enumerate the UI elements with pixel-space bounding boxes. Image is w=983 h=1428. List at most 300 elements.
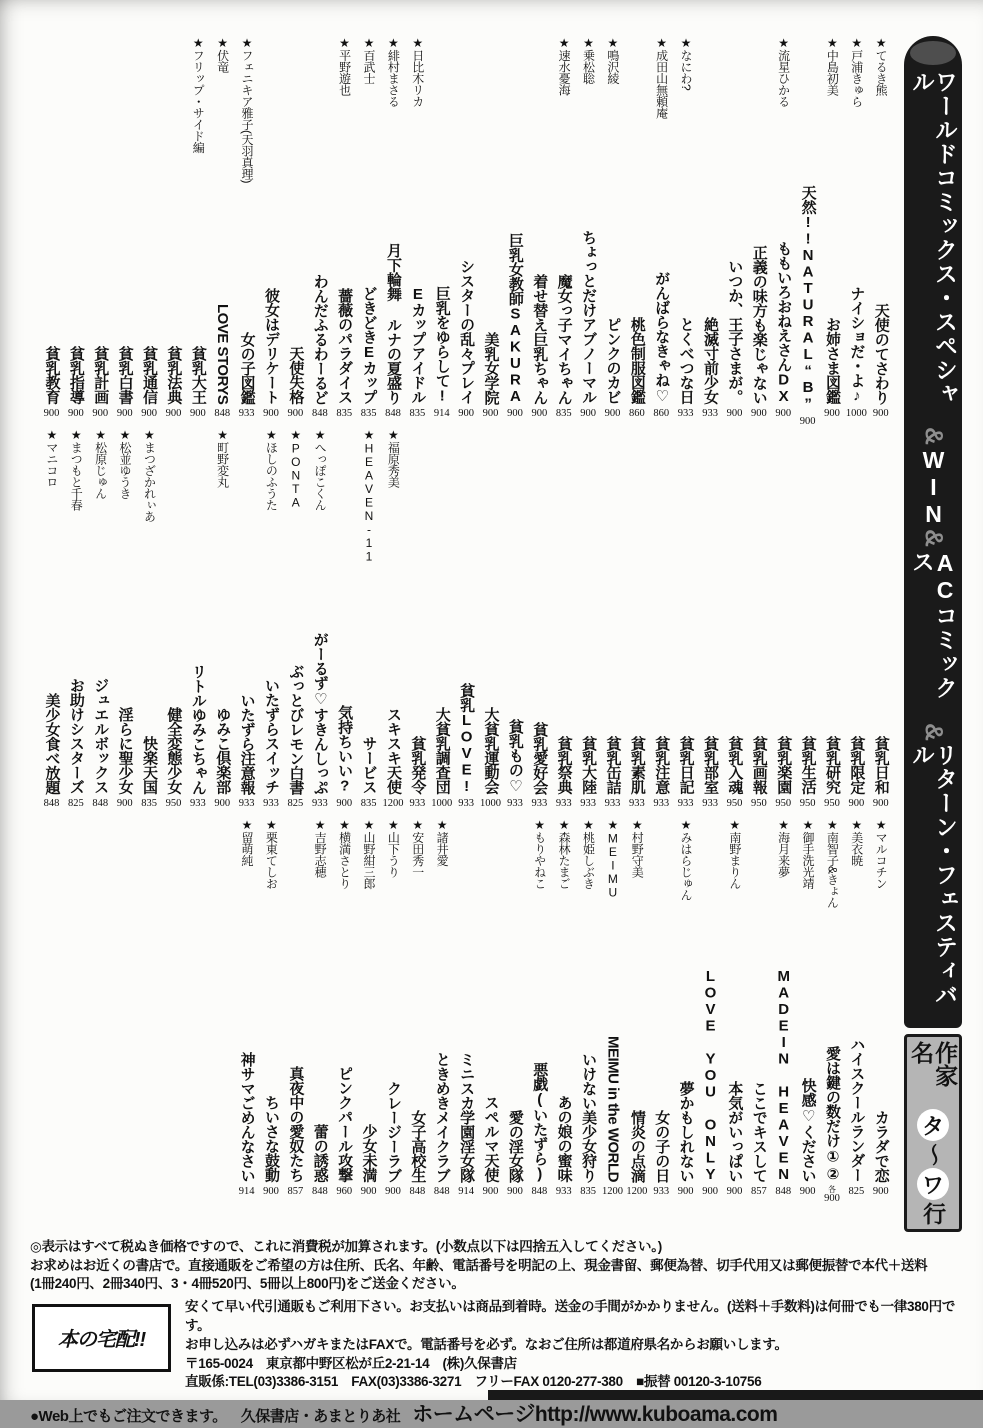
catalog-entry xyxy=(552,36,576,562)
title-slot xyxy=(848,592,864,794)
title-slot xyxy=(605,592,621,794)
catalog-entry xyxy=(869,592,893,942)
title-slot xyxy=(727,592,743,794)
book-title: 薔薇のパラダイス xyxy=(336,288,354,404)
book-title: 貧乳法典 xyxy=(165,346,183,404)
book-title: 彼女はデリケート xyxy=(262,288,280,404)
title-slot xyxy=(727,208,743,404)
catalog-entry xyxy=(430,36,454,562)
book-title: ジュエルボックス xyxy=(92,678,110,794)
author-name: ★へっぽこくん xyxy=(313,428,328,511)
author-name: ★まつもと千春 xyxy=(69,428,84,511)
catalog-entry xyxy=(649,36,673,562)
book-title: 貧乳楽園 xyxy=(775,736,793,794)
catalog-entry xyxy=(405,36,429,562)
notice-line: (1冊240円、2冊340円、3・4冊520円、5冊以上800円)をご送金ください。 xyxy=(30,1276,465,1292)
catalog-entry xyxy=(405,592,429,942)
author-slot-bottom xyxy=(118,428,131,562)
catalog-entry xyxy=(527,592,551,942)
book-title: 愛は鍵の数だけ①② xyxy=(823,1045,841,1182)
author-slot-bottom xyxy=(387,818,400,942)
circled-kana: ワ xyxy=(917,1168,949,1200)
book-title: いつか、王子さまが。 xyxy=(726,259,744,404)
author-name: ★日比木リカ xyxy=(410,36,425,107)
book-title: いけない美少女狩り xyxy=(580,1051,598,1182)
book-title: 気持ちいい? xyxy=(336,705,354,794)
catalog-entry xyxy=(259,988,283,1206)
catalog-entry xyxy=(454,988,478,1206)
catalog-entry xyxy=(527,36,551,562)
author-slot-bottom xyxy=(631,818,644,942)
book-title: お助けシスターズ xyxy=(67,678,85,794)
catalog-entry xyxy=(552,592,576,942)
book-price: 900 xyxy=(677,1186,694,1197)
book-price: 900 xyxy=(848,798,865,809)
book-title: 貧乳通信 xyxy=(141,346,159,404)
book-price: 900 xyxy=(482,408,499,419)
book-price: 1000 xyxy=(480,798,502,809)
author-slot-top xyxy=(826,36,839,208)
catalog-entry xyxy=(771,36,795,562)
book-title: 絶滅寸前少女 xyxy=(702,317,720,404)
title-slot xyxy=(312,592,328,794)
catalog-entry xyxy=(332,36,356,562)
catalog-entry xyxy=(210,592,234,942)
catalog-entry xyxy=(820,592,844,942)
publisher-name: 久保書店・あまとりあ社 xyxy=(240,1408,401,1426)
title-slot xyxy=(166,592,182,794)
title-slot xyxy=(653,592,669,794)
book-price: 950 xyxy=(165,798,182,809)
book-price: 900 xyxy=(824,408,840,419)
catalog-entry xyxy=(234,988,258,1206)
catalog-entry xyxy=(747,592,771,942)
delivery-box: 本の宅配!! xyxy=(32,1304,171,1372)
title-slot xyxy=(385,208,401,404)
title-slot xyxy=(580,988,596,1182)
catalog-entry xyxy=(795,36,819,562)
catalog-entry xyxy=(503,988,527,1206)
book-title: Eカップアイドル xyxy=(409,286,427,404)
book-title: カラダで恋 xyxy=(872,1109,890,1182)
book-price: 835 xyxy=(336,408,353,419)
author-name: ★美衣暁 xyxy=(849,818,864,866)
catalog-entry xyxy=(673,36,697,562)
book-title: MADEIN HEAVEN xyxy=(775,967,793,1182)
book-price: 900 xyxy=(263,1186,279,1197)
delivery-line: お申し込みは必ずハガキまたはFAXで。電話番号を必ず。なおご住所は都道府県名からお願いします。 xyxy=(185,1336,788,1352)
book-title: ピンクのカビ xyxy=(604,317,622,404)
ampersand-separator: & xyxy=(919,427,948,447)
title-slot xyxy=(653,208,669,404)
book-price: 825 xyxy=(848,1186,865,1197)
book-title: スペルマ天使 xyxy=(482,1095,500,1182)
author-slot-bottom xyxy=(435,818,448,942)
book-price: 1000 xyxy=(845,408,867,419)
catalog-entry xyxy=(844,592,868,942)
book-price: 900 xyxy=(799,1186,816,1197)
book-title: 月下輪舞 ルナの夏盛り xyxy=(384,242,402,404)
ampersand-separator: & xyxy=(919,529,948,549)
catalog-entry xyxy=(186,592,210,942)
range-text: 行 xyxy=(920,1202,947,1225)
book-price: 900 xyxy=(604,408,621,419)
book-title: 天使のてさわり xyxy=(872,302,890,404)
title-slot xyxy=(873,208,889,404)
book-title: 健全変態少女 xyxy=(165,707,183,794)
book-price: 900 xyxy=(116,798,133,809)
book-title: 正義の味方も楽じゃない xyxy=(750,244,768,404)
catalog-entry xyxy=(478,592,502,942)
author-name: ★安田秀一 xyxy=(410,818,425,878)
book-price: 1200 xyxy=(382,798,404,809)
title-slot xyxy=(458,592,474,794)
catalog-entry xyxy=(527,988,551,1206)
author-slot-bottom xyxy=(411,818,424,942)
catalog-entry xyxy=(552,988,576,1206)
title-slot xyxy=(727,988,743,1182)
book-price: 914 xyxy=(238,1186,255,1197)
title-slot xyxy=(775,592,791,794)
catalog-entry xyxy=(625,36,649,562)
delivery-section xyxy=(30,1298,957,1392)
title-slot xyxy=(848,988,864,1182)
book-price: 900 xyxy=(726,408,743,419)
book-price: 900 xyxy=(189,408,206,419)
delivery-line: 安くて早い代引通販もご利用下さい。お支払いは商品到着時。送金の手間がかかりません。(送料＋手数料)は何冊でも一律380円です。 xyxy=(185,1298,956,1333)
catalog-entry xyxy=(332,988,356,1206)
title-slot xyxy=(702,592,718,794)
ampersand-separator: & xyxy=(919,722,948,742)
title-slot xyxy=(678,208,694,404)
author-name: ★栗東てしお xyxy=(264,818,279,889)
book-title: 大貧乳調査団 xyxy=(433,707,451,794)
title-slot xyxy=(434,208,450,404)
book-title: ももいろおねえさんDX xyxy=(775,240,793,404)
title-slot xyxy=(190,208,206,404)
catalog-entry xyxy=(649,592,673,942)
catalog-entry xyxy=(698,967,722,1206)
author-name: ★みはらじゅん xyxy=(679,818,694,901)
catalog-entry xyxy=(795,988,819,1206)
author-name: ★福原秀美 xyxy=(386,428,401,488)
catalog-entry xyxy=(600,36,624,562)
catalog-entry xyxy=(381,592,405,942)
book-price: 900 xyxy=(263,408,279,419)
author-name: ★村野守美 xyxy=(630,818,645,878)
catalog-entry xyxy=(576,988,600,1206)
author-slot-bottom xyxy=(313,818,326,942)
title-slot xyxy=(68,208,84,404)
banner-author-range xyxy=(904,1034,962,1232)
catalog-entry xyxy=(88,592,112,942)
title-slot xyxy=(458,988,474,1182)
book-title: がんばらなきゃね♡ xyxy=(653,270,671,404)
title-slot xyxy=(824,988,840,1182)
title-slot xyxy=(434,988,450,1182)
catalog-entry xyxy=(161,592,185,942)
book-title: 巨乳女教師SAKURA xyxy=(506,232,524,404)
catalog-entry xyxy=(600,988,624,1206)
catalog-entry xyxy=(64,36,88,562)
author-name: ★乗松聡 xyxy=(581,36,596,84)
author-slot-bottom xyxy=(874,818,887,942)
title-slot xyxy=(239,592,255,794)
author-slot-top xyxy=(216,36,229,208)
book-price: 900 xyxy=(287,408,304,419)
book-title: わんだふるわーるど xyxy=(311,273,329,404)
book-price: 933 xyxy=(677,408,694,419)
book-price: 900 xyxy=(726,1186,743,1197)
catalog-entry xyxy=(64,592,88,942)
book-title: 貧乳大陸 xyxy=(580,736,598,794)
title-slot xyxy=(873,988,889,1182)
author-slot-bottom xyxy=(826,818,839,942)
book-title: 貧乳日記 xyxy=(677,736,695,794)
author-name: ★鳴沢綾 xyxy=(605,36,620,84)
book-title: ナイショだ・よ♪ xyxy=(848,286,866,404)
author-name: ★速水憂海 xyxy=(557,36,572,96)
title-slot xyxy=(141,208,157,404)
book-title: 貧乳画報 xyxy=(750,736,768,794)
catalog-entry xyxy=(161,36,185,562)
catalog-entry xyxy=(698,36,722,562)
catalog-entry xyxy=(210,36,234,562)
book-title: 女の子図鑑 xyxy=(238,331,256,404)
author-name: ★流星ひかる xyxy=(776,36,791,107)
title-slot xyxy=(214,592,230,794)
title-slot xyxy=(409,988,425,1182)
title-slot xyxy=(580,208,596,404)
author-slot-bottom xyxy=(265,818,278,942)
title-slot xyxy=(239,988,255,1182)
catalog-entry xyxy=(332,592,356,942)
author-name: ★ほしのふうた xyxy=(264,428,279,511)
title-slot xyxy=(361,988,377,1182)
book-title: MEIMU in the WORLD xyxy=(604,1036,622,1182)
book-price: 933 xyxy=(458,798,475,809)
title-slot xyxy=(287,208,303,404)
book-title: いたずらスイッチ xyxy=(262,678,280,794)
book-title: 淫らに聖少女 xyxy=(116,707,134,794)
title-slot xyxy=(653,988,669,1182)
catalog-entry xyxy=(649,988,673,1206)
author-name: ★諸井愛 xyxy=(435,818,450,866)
book-price: 900 xyxy=(750,408,767,419)
book-title: 貧乳教育 xyxy=(43,346,61,404)
title-slot xyxy=(336,592,352,794)
side-banner xyxy=(904,36,962,1232)
author-name: ★百武士 xyxy=(361,36,376,84)
book-price: 900 xyxy=(385,1186,401,1197)
title-slot xyxy=(68,592,84,794)
book-title: クレージーラブ xyxy=(384,1080,402,1182)
author-slot-bottom xyxy=(606,818,619,942)
title-slot xyxy=(263,208,279,404)
book-price: 933 xyxy=(189,798,206,809)
book-title: 真夜中の愛奴たち xyxy=(287,1066,305,1182)
book-price: 933 xyxy=(702,408,718,419)
book-price: 933 xyxy=(507,798,523,809)
catalog-entry xyxy=(430,592,454,942)
banner-text-segment: ワールドコミックス・スペシャル xyxy=(909,70,958,406)
book-title: 快感♡ください xyxy=(799,1077,817,1182)
book-title: スキスキ天使 xyxy=(384,707,402,794)
book-title: 貧乳日和 xyxy=(872,736,890,794)
book-title: どきどきEカップ xyxy=(360,286,378,404)
title-slot xyxy=(458,208,474,404)
author-name: ★緋村まさる xyxy=(386,36,401,107)
book-title: がーるず♡すきんしっぷ xyxy=(311,631,329,794)
book-price: 各 900 xyxy=(824,1185,840,1205)
title-slot xyxy=(44,592,60,794)
catalog-entry xyxy=(771,967,795,1206)
title-slot xyxy=(531,988,547,1182)
author-slot-bottom xyxy=(362,428,375,562)
book-price: 848 xyxy=(214,408,231,419)
catalog-entry xyxy=(234,36,258,562)
title-band-top xyxy=(6,36,893,562)
book-title: 神サマごめんなさい xyxy=(238,1051,256,1182)
title-band-bottom xyxy=(6,967,893,1206)
author-slot-top xyxy=(777,36,790,208)
author-name: ★中島初美 xyxy=(825,36,840,96)
catalog-entry xyxy=(722,36,746,562)
author-name: ★なにわ? xyxy=(679,36,694,91)
title-slot xyxy=(287,592,303,794)
title-slot xyxy=(214,208,230,404)
author-name: ★PONTA xyxy=(288,428,303,509)
author-slot-bottom xyxy=(679,818,692,942)
catalog-entry xyxy=(625,988,649,1206)
author-name: ★南野まりん xyxy=(727,818,742,889)
book-price: 835 xyxy=(141,798,157,809)
title-slot xyxy=(336,208,352,404)
book-price: 900 xyxy=(872,798,889,809)
author-name: ★マニコロ xyxy=(44,428,59,488)
book-title: 美少女食べ放題 xyxy=(43,692,61,794)
book-price: 933 xyxy=(677,798,694,809)
author-slot-bottom xyxy=(387,428,400,562)
book-title: 貧乳注意 xyxy=(653,736,671,794)
book-title: LOVE STORYS xyxy=(214,303,232,404)
book-price: 848 xyxy=(43,798,60,809)
author-slot-bottom xyxy=(801,818,814,942)
author-slot-top xyxy=(850,36,863,208)
book-title: 夢かもしれない xyxy=(677,1080,695,1182)
title-slot xyxy=(848,208,864,404)
catalog-entry xyxy=(722,988,746,1206)
title-slot xyxy=(483,208,499,404)
book-price: 900 xyxy=(507,1186,523,1197)
book-title: お姉さま図鑑 xyxy=(823,317,841,404)
book-price: 1000 xyxy=(431,798,453,809)
title-slot xyxy=(434,592,450,794)
book-price: 900 xyxy=(580,408,596,419)
book-price: 933 xyxy=(555,1186,572,1197)
title-slot xyxy=(287,988,303,1182)
catalog-entry xyxy=(478,988,502,1206)
author-slot-bottom xyxy=(216,428,229,562)
book-price: 900 xyxy=(507,408,523,419)
book-title: ここでキスして xyxy=(750,1080,768,1182)
catalog-entry xyxy=(747,988,771,1206)
book-price: 933 xyxy=(555,798,572,809)
book-title: 愛の淫女隊 xyxy=(506,1109,524,1182)
catalog-entry xyxy=(454,36,478,562)
book-price: 1200 xyxy=(602,1186,623,1197)
book-price: 933 xyxy=(629,798,645,809)
author-name: ★海月来夢 xyxy=(776,818,791,878)
book-price: 848 xyxy=(775,1186,792,1197)
catalog-entry xyxy=(698,592,722,942)
book-price: 835 xyxy=(360,798,377,809)
author-slot-bottom xyxy=(850,818,863,942)
book-title: 貧乳白書 xyxy=(116,346,134,404)
book-price: 848 xyxy=(311,1186,328,1197)
author-name: ★留萌純 xyxy=(240,818,254,866)
book-price: 848 xyxy=(531,1186,548,1197)
author-slot-bottom xyxy=(362,818,375,942)
book-title: ぶっとびレモン白書 xyxy=(287,663,305,794)
title-slot xyxy=(531,592,547,794)
title-slot xyxy=(824,208,840,404)
author-slot-top xyxy=(362,36,375,208)
author-slot-bottom xyxy=(728,818,741,942)
book-title: ちいさな鼓動 xyxy=(262,1095,280,1182)
catalog-entry xyxy=(430,988,454,1206)
title-slot xyxy=(556,592,572,794)
catalog-entry xyxy=(405,988,429,1206)
catalog-entry xyxy=(381,988,405,1206)
title-slot xyxy=(678,592,694,794)
book-price: 900 xyxy=(43,408,60,419)
title-slot xyxy=(799,184,817,412)
author-slot-bottom xyxy=(338,818,351,942)
catalog-entry xyxy=(844,988,868,1206)
catalog-entry xyxy=(869,988,893,1206)
title-slot xyxy=(873,592,889,794)
author-name: ★山野紺三郎 xyxy=(361,818,376,889)
catalog-entry xyxy=(356,36,380,562)
publisher-address: 〒165-0024 東京都中野区松が丘2-21-14 (株)久保書店 xyxy=(185,1355,517,1371)
author-name: ★成田山無頼庵 xyxy=(654,36,669,119)
book-title: 情炎の点滴 xyxy=(628,1109,646,1182)
book-title: 美乳女学院 xyxy=(482,331,500,404)
book-price: 900 xyxy=(336,798,353,809)
title-slot xyxy=(507,592,523,794)
book-price: 914 xyxy=(458,1186,475,1197)
author-slot-top xyxy=(606,36,619,208)
catalog-entry xyxy=(356,592,380,942)
author-name: ★山下うり xyxy=(386,818,401,878)
book-price: 900 xyxy=(799,415,816,427)
title-slot xyxy=(483,988,499,1182)
author-slot-bottom xyxy=(557,818,570,942)
title-slot xyxy=(507,988,523,1182)
book-price: 835 xyxy=(409,408,426,419)
book-price: 860 xyxy=(629,408,645,419)
catalog-entry xyxy=(722,592,746,942)
title-band-middle xyxy=(6,592,893,942)
book-price: 900 xyxy=(116,408,133,419)
author-name: ★森林たまご xyxy=(557,818,572,889)
author-slot-top xyxy=(557,36,570,208)
title-slot xyxy=(556,988,572,1182)
author-name: ★南智子&きょん xyxy=(825,818,840,909)
catalog-entry xyxy=(503,592,527,942)
author-name: ★マルコチン xyxy=(874,818,889,889)
